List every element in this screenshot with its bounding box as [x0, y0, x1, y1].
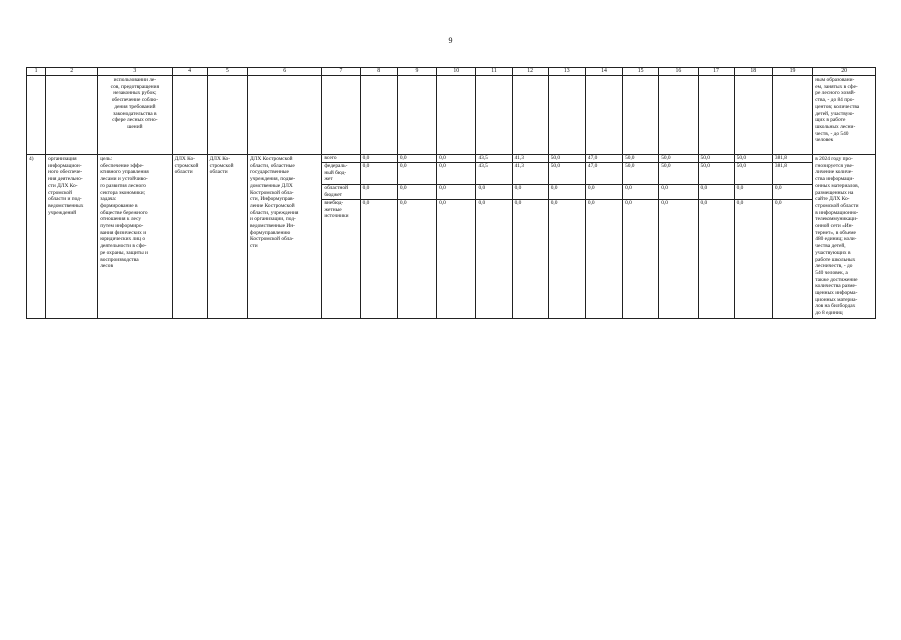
header-row [27, 68, 876, 76]
column-number: 14 [585, 68, 622, 76]
value-cell: 0,0 [549, 184, 585, 199]
column-number: 15 [623, 68, 659, 76]
continuation-task-text: использовании ле- сов, предотвращения незаконных рубок; обеспечение соблю- дения требований законодательства в сфере лесных отно- шений [98, 76, 172, 155]
value-cell: 50,0 [625, 155, 635, 161]
column-number: 7 [322, 68, 360, 76]
column-number: 3 [98, 68, 172, 76]
value-cell: 0,0 [623, 199, 658, 221]
value-cell: 50,0 [735, 162, 772, 184]
column-number: 2 [46, 68, 98, 76]
value-cell: 0,0 [361, 184, 397, 199]
funding-sources [322, 155, 360, 319]
value-cell: 41,3 [514, 155, 524, 161]
value-cell: 0,0 [623, 184, 658, 199]
measure-row [27, 155, 876, 319]
value-cell: 43,5 [478, 155, 488, 161]
value-cell: 0,0 [361, 162, 397, 184]
value-cell: 0,0 [437, 199, 475, 221]
value-cell: 41,3 [513, 162, 548, 184]
source-total: всего [324, 155, 337, 161]
measure-name: организация информацион- ного обеспече- ния деятельно- сти ДЛХ Ко- стромской области и под- ведомственных учреждений [46, 155, 98, 319]
column-number: 17 [698, 68, 734, 76]
source-extrabudgetary: внебюд- жетные источники [322, 199, 359, 221]
value-cell: 0,0 [439, 155, 446, 161]
column-number: 16 [659, 68, 698, 76]
column-number: 9 [397, 68, 436, 76]
continuation-row [27, 76, 876, 155]
value-cell: 0,0 [362, 155, 370, 161]
value-cell: 47,0 [587, 155, 598, 161]
column-number: 13 [548, 68, 585, 76]
value-cell: 381,8 [774, 155, 788, 161]
value-cell: 0,0 [699, 199, 734, 221]
value-cell: 0,0 [659, 184, 697, 199]
value-cell: 0,0 [586, 199, 622, 221]
value-cell: 0,0 [586, 184, 622, 199]
column-number: 8 [360, 68, 397, 76]
value-cell: 0,0 [513, 184, 548, 199]
column-number: 4 [172, 68, 207, 76]
value-cell: 0,0 [735, 184, 772, 199]
column-number: 10 [437, 68, 476, 76]
column-number: 6 [248, 68, 322, 76]
value-cell: 0,0 [437, 162, 475, 184]
page-number: 9 [448, 36, 453, 45]
value-cell: 0,0 [476, 184, 511, 199]
value-cell: 0,0 [773, 184, 812, 199]
column-number: 11 [476, 68, 512, 76]
value-cell: 0,0 [398, 199, 436, 221]
column-number: 19 [772, 68, 812, 76]
value-cell: 0,0 [398, 162, 436, 184]
source-regional: областной бюджет [322, 184, 359, 199]
value-cell: 0,0 [361, 199, 397, 221]
column-number: 18 [734, 68, 772, 76]
column-number: 5 [207, 68, 247, 76]
value-cell: 50,0 [700, 155, 710, 161]
expected-result: в 2024 году про- гнозируется уве- личение количе- ства информаци- онных материалов, размещенных на сайте ДЛХ Ко- стромской области в информационно- телекоммуникаци- онной сети «Ин- тернет», в объеме 480 единиц; коли- чества детей, участвующих в работе школьных лесничеств, - до 540 человек, а также достижение количества разме- щенных информа- ционных материа- лов на билбордах до 8 единиц [813, 155, 876, 319]
value-cell: 381,8 [773, 162, 812, 184]
value-cell: 50,0 [623, 162, 658, 184]
responsible-executor: ДЛХ Ко- стромской области [172, 155, 207, 319]
value-cell: 0,0 [549, 199, 585, 221]
column-number: 12 [512, 68, 548, 76]
value-cell: 43,5 [476, 162, 511, 184]
program-table [26, 67, 876, 319]
column-number: 1 [27, 68, 46, 76]
value-cell: 0,0 [699, 184, 734, 199]
value-cell: 0,0 [399, 155, 407, 161]
value-cell: 0,0 [735, 199, 772, 221]
value-cell: 0,0 [513, 199, 548, 221]
co-executor: ДЛХ Ко- стромской области [207, 155, 247, 319]
column-number: 20 [813, 68, 876, 76]
value-cell: 50,0 [699, 162, 734, 184]
value-cell: 0,0 [398, 184, 436, 199]
value-cell: 50,0 [661, 155, 671, 161]
continuation-result-text: ным образовани- ем, занятых в сфе- ре лесного хозяй- ства, - до 84 про- центов; количества детей, участвую- щих в работе школьных лесни- честв, - до 540 человек [813, 76, 876, 155]
value-cell: 50,0 [736, 155, 747, 161]
value-cell: 0,0 [773, 199, 812, 221]
value-cell: 0,0 [476, 199, 511, 221]
value-cell: 50,0 [659, 162, 697, 184]
value-cell: 50,0 [550, 155, 561, 161]
value-cell: 50,0 [549, 162, 585, 184]
row-number: 4) [27, 155, 46, 319]
value-cell: 0,0 [437, 184, 475, 199]
participants: ДЛХ Костромской области, областные государственные учреждения, подве- домственные ДЛХ Костромской обла- сти, Информуправ- ление Костромской области, учреждения и организации, под- ведомственные Ин- формуправлению Костромской обла- сти [248, 155, 322, 319]
value-cell: 0,0 [659, 199, 697, 221]
measure-goal-task: цель: обеспечение эффе- ктивного управления лесами и устойчиво- го развития лесного сектора экономики; задача: формирование в обществе бережного отношения к лесу путем информиро- вания физических и юридических лиц о деятельности в сфе- ре охраны, защиты и воспроизводства лесов [98, 155, 172, 319]
value-cell: 47,0 [586, 162, 622, 184]
source-federal: федераль- ный бюд- жет [322, 162, 359, 184]
